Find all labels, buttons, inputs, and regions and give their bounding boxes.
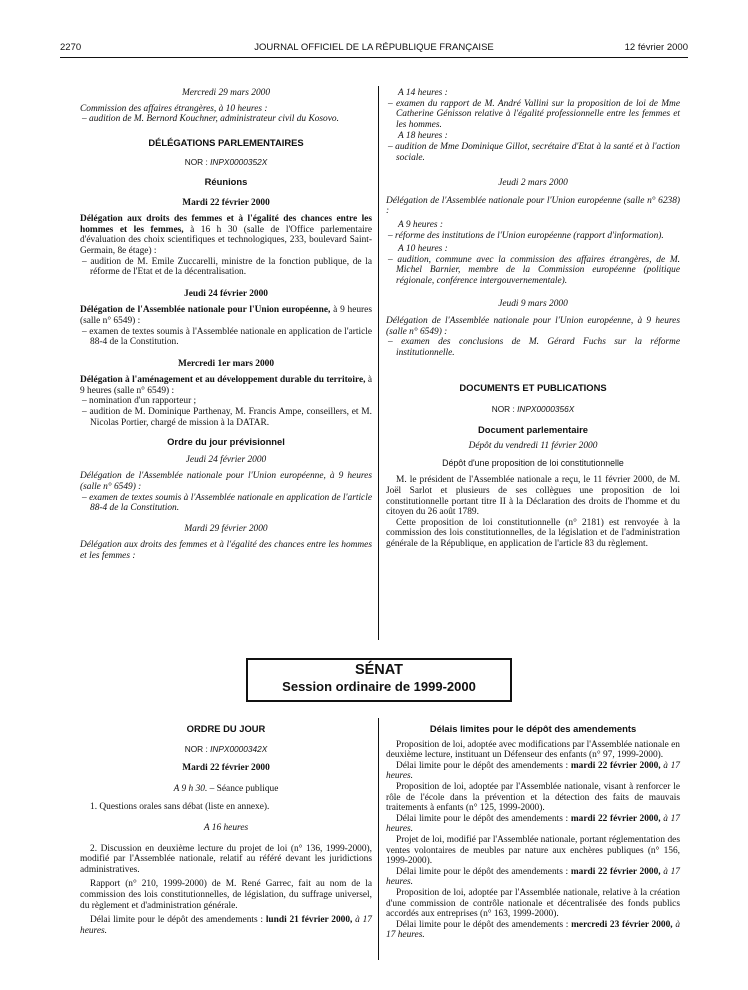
deadline <box>80 915 372 936</box>
date-heading: Jeudi 24 février 2000 <box>185 454 267 465</box>
agenda-item: – audition de M. Emile Zuccarelli, ministre de la fonction publique, de la réforme de l'Etat et de la décentralisation. <box>82 256 372 278</box>
date-heading: Dépôt du vendredi 11 février 2000 <box>468 441 598 452</box>
deadline <box>386 920 680 941</box>
delegation-entry <box>80 375 372 396</box>
date-heading: Jeudi 24 février 2000 <box>184 288 268 299</box>
delegation-entry: Délégation aux droits des femmes et à l'égalité des chances entre les hommes et les femmes : <box>80 540 372 561</box>
deadline-date: lundi 21 février 2000, <box>265 915 353 926</box>
journal-title: JOURNAL OFFICIEL DE LA RÉPUBLIQUE FRANÇAISE <box>254 42 494 53</box>
time: A 9 h 30. <box>173 783 208 794</box>
paragraph: Proposition de loi, adoptée avec modifications par l'Assemblée nationale en deuxième lecture, instituant un Défenseur des enfants (n° 97, 1999-2000). <box>386 739 680 761</box>
senat-banner <box>246 658 512 702</box>
date-heading: Mardi 22 février 2000 <box>182 197 270 208</box>
deadline-label: Délai limite pour le dépôt des amendements : <box>90 915 266 926</box>
agenda-item: – nomination d'un rapporteur ; <box>82 396 197 407</box>
delegation-entry: Délégation de l'Assemblée nationale pour l'Union européenne, à 9 heures (salle n° 6549) : <box>386 316 680 337</box>
subsection-title: Réunions <box>204 175 248 187</box>
paragraph: Proposition de loi, adoptée par l'Assemblée nationale, visant à renforcer le rôle de l'école dans la prévention et la détection des faits de mauvais traitements à enfants (n° 125, 1999-2000). <box>386 781 680 814</box>
nor-reference <box>80 744 372 755</box>
agenda-item: – réforme des institutions de l'Union européenne (rapport d'information). <box>388 230 664 241</box>
delegation-name: Délégation aux droits des femmes et à l'égalité des chances entre les hommes et les femmes, <box>80 214 372 235</box>
senat-right-column <box>386 724 680 941</box>
delegation-details: à 16 h 30 (salle de l'Office parlementaire d'évaluation des choix scientifiques et technologiques, 233, boulevard Saint-Germain, 8e étage) : <box>80 224 372 256</box>
agenda-item: – examen du rapport de M. André Vallini sur la proposition de loi de Mme Catherine Génisson relative à l'égalité professionnelle entre les femmes et les hommes. <box>388 98 680 130</box>
page-number: 2270 <box>60 42 82 53</box>
nor-reference <box>80 157 372 168</box>
column-divider-top <box>378 86 379 640</box>
subsection-title: Document parlementaire <box>478 423 588 435</box>
agenda-item: 2. Discussion en deuxième lecture du projet de loi (n° 136, 1999-2000), modifié par l'Assemblée nationale, relatif au référé devant les juridictions administratives. <box>80 843 372 875</box>
section-title: Délais limites pour le dépôt des amendements <box>429 723 637 734</box>
delegation-entry: Délégation de l'Assemblée nationale pour l'Union européenne, à 9 heures (salle n° 6549) : <box>80 471 372 493</box>
paragraph: Projet de loi, modifié par l'Assemblée nationale, portant réglementation des ventes volontaires de meubles par nature aux enchères publiques (n° 156, 1999-2000). <box>386 834 680 867</box>
agenda-item: – examen des conclusions de M. Gérard Fuchs sur la réforme institutionnelle. <box>388 337 680 358</box>
date-heading: Mercredi 1er mars 2000 <box>177 358 275 369</box>
deadline-time: à 17 heures. <box>386 919 680 941</box>
session-title: Session ordinaire de 1999-2000 <box>282 679 476 694</box>
nor-label: NOR : <box>184 743 211 754</box>
agenda-item: – audition de M. Bernord Kouchner, administrateur civil du Kosovo. <box>82 114 339 125</box>
deposit-subtitle: Dépôt d'une proposition de loi constitutionnelle <box>442 457 624 468</box>
deadline <box>386 814 680 835</box>
deadline-label: Délai limite pour le dépôt des amendements : <box>396 813 571 824</box>
delegation-entry <box>80 214 372 256</box>
time-heading: A 9 heures : <box>398 219 444 230</box>
deadline-time: à 17 heures. <box>386 813 680 835</box>
page-header <box>60 43 688 55</box>
deadline-date: mardi 22 février 2000, <box>570 760 661 771</box>
nor-code: INPX0000342X <box>210 743 268 754</box>
delegation-details: à 9 heures (salle n° 6549) : <box>80 375 372 396</box>
time-heading: A 10 heures : <box>398 244 448 255</box>
deadline-date: mercredi 23 février 2000, <box>571 919 673 930</box>
nor-label: NOR : <box>184 157 211 168</box>
date-heading: Mardi 29 février 2000 <box>184 523 268 534</box>
section-title: DOCUMENTS ET PUBLICATIONS <box>459 382 607 394</box>
section-title: ORDRE DU JOUR <box>186 723 266 734</box>
nor-code: INPX0000352X <box>210 157 268 168</box>
deadline <box>386 867 680 888</box>
subsection-title: Ordre du jour prévisionnel <box>167 436 285 448</box>
agenda-item: – audition de M. Dominique Parthenay, M. Francis Ampe, conseillers, et M. Nicolas Portier, chargé de mission à la DATAR. <box>82 407 372 428</box>
time-heading: A 14 heures : <box>398 88 448 98</box>
delegation-name: Délégation de l'Assemblée nationale pour l'Union européenne, <box>80 305 331 316</box>
senat-left-column <box>80 724 372 936</box>
agenda-item: – audition de Mme Dominique Gillot, secrétaire d'Etat à la santé et à l'action sociale. <box>388 141 680 163</box>
deadline <box>386 761 680 782</box>
date-heading: Mercredi 29 mars 2000 <box>181 88 271 98</box>
delegation-entry <box>80 305 372 326</box>
date-heading: Jeudi 9 mars 2000 <box>498 298 568 309</box>
agenda-item: – audition, commune avec la commission des affaires étrangères, de M. Michel Barnier, membre de la Commission européenne (politique régionale, conférence intergouvernementale). <box>388 254 680 286</box>
deadline-time: à 17 heures. <box>80 915 372 936</box>
issue-date: 12 février 2000 <box>624 42 688 53</box>
commission-line: Commission des affaires étrangères, à 10 heures : <box>80 103 268 114</box>
delegation-details: à 9 heures (salle n° 6549) : <box>80 305 372 326</box>
deadline-label: Délai limite pour le dépôt des amendements : <box>396 866 571 877</box>
deadline-label: Délai limite pour le dépôt des amendements : <box>396 760 571 771</box>
delegation-name: Délégation à l'aménagement et au développement durable du territoire, <box>80 375 366 386</box>
deadline-date: mardi 22 février 2000, <box>570 813 661 824</box>
deadline-time: à 17 heures. <box>386 866 680 888</box>
deadline-date: mardi 22 février 2000, <box>570 866 661 877</box>
nor-code: INPX0000356X <box>517 404 575 415</box>
section-title: DÉLÉGATIONS PARLEMENTAIRES <box>148 136 304 148</box>
paragraph: Proposition de loi, adoptée par l'Assemblée nationale, relative à la création d'une commission de contrôle nationale et décentralisée des fonds publics accordés aux entreprises (n° 163, 1999-2000). <box>386 887 680 920</box>
time-heading: A 18 heures : <box>398 131 448 142</box>
deadline-label: Délai limite pour le dépôt des amendements : <box>396 919 572 930</box>
delegation-entry: Délégation de l'Assemblée nationale pour l'Union européenne (salle n° 6238) : <box>386 195 680 217</box>
time-heading: A 16 heures <box>203 822 249 833</box>
date-heading: Mardi 22 février 2000 <box>182 763 270 774</box>
an-left-column <box>80 88 372 562</box>
header-rule <box>60 57 688 58</box>
agenda-item: – examen de textes soumis à l'Assemblée nationale en application de l'article 88-4 de la Constitution. <box>82 326 372 348</box>
agenda-item: 1. Questions orales sans débat (liste en annexe). <box>90 802 270 813</box>
paragraph: Cette proposition de loi constitutionnelle (n° 2181) est renvoyée à la commission des lois constitutionnelles, de la législation et de l'administration générale de la République, en application de l'article 83 du règlement. <box>386 517 680 549</box>
nor-reference <box>386 404 680 415</box>
paragraph: Rapport (n° 210, 1999-2000) de M. René Garrec, fait au nom de la commission des lois constitutionnelles, de législation, du suffrage universel, du règlement et d'administration générale. <box>80 879 372 911</box>
agenda-item: – examen de textes soumis à l'Assemblée nationale en application de l'article 88-4 de la Constitution. <box>82 492 372 514</box>
column-divider-bottom <box>378 718 379 960</box>
deadline-time: à 17 heures. <box>386 760 680 782</box>
paragraph: M. le président de l'Assemblée nationale a reçu, le 11 février 2000, de M. Joël Sarlot et plusieurs de ses collègues une proposition de loi constitutionnelle portant titre II à la Déclaration des droits de l'homme et du citoyen du 26 août 1789. <box>386 475 680 518</box>
nor-label: NOR : <box>491 404 518 415</box>
session-type: – Séance publique <box>207 783 279 794</box>
an-right-column <box>386 88 680 550</box>
time-heading <box>80 784 372 795</box>
date-heading: Jeudi 2 mars 2000 <box>498 178 568 189</box>
senat-title: SÉNAT <box>354 662 404 678</box>
